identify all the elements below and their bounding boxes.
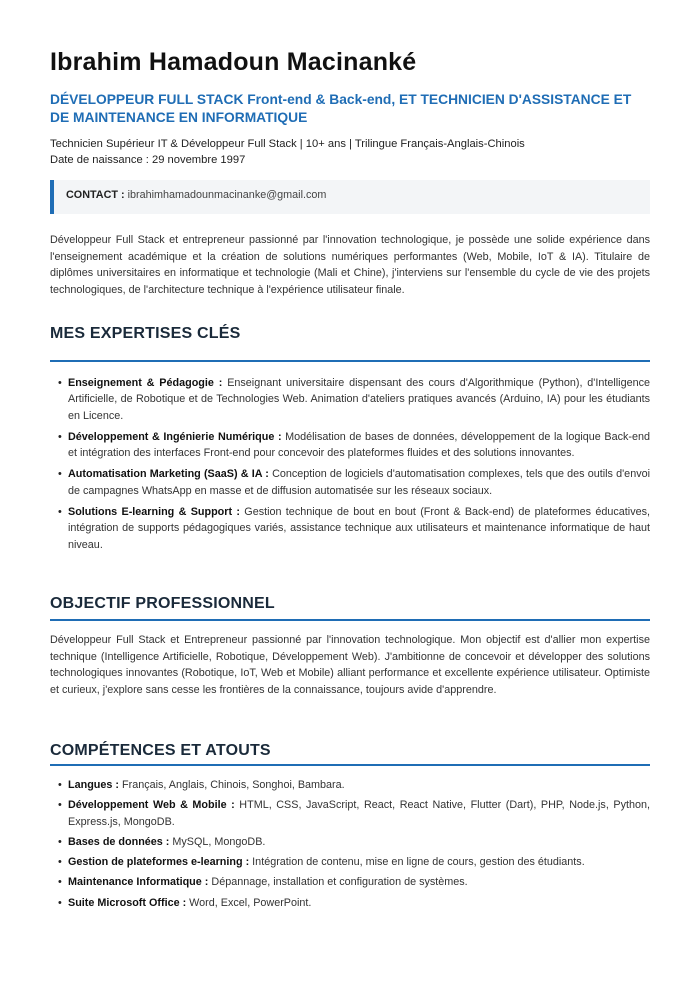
contact-email[interactable]: ibrahimhamadounmacinanke@gmail.com xyxy=(127,189,327,201)
item-key: Enseignement & Pédagogie : xyxy=(68,377,223,389)
item-key: Gestion de plateformes e-learning : xyxy=(68,856,250,869)
item-text: Word, Excel, PowerPoint. xyxy=(186,896,312,909)
tagline: Technicien Supérieur IT & Développeur Full Stack | 10+ ans | Trilingue Français-Anglais-Chinois xyxy=(50,138,525,150)
list-item xyxy=(50,466,650,499)
list-item xyxy=(50,834,650,850)
item-text: Dépannage, installation et configuration de systèmes. xyxy=(208,876,468,889)
bullet-icon: • xyxy=(58,896,62,909)
section-title-competences: COMPÉTENCES ET ATOUTS xyxy=(50,742,271,759)
section-title-expertises: MES EXPERTISES CLÉS xyxy=(50,325,241,342)
item-key: Solutions E-learning & Support : xyxy=(68,506,240,519)
list-item xyxy=(50,429,650,462)
expertise-list xyxy=(50,375,650,558)
list-item xyxy=(50,895,650,911)
job-title: DÉVELOPPEUR FULL STACK Front-end & Back-end, ET TECHNICIEN D'ASSISTANCE ET DE MAINTENANCE EN INFORMATIQUE xyxy=(50,92,632,125)
bullet-icon: • xyxy=(58,468,62,481)
bullet-icon: • xyxy=(58,856,62,869)
objectif-paragraph: Développeur Full Stack et Entrepreneur passionné par l'innovation technologique. Mon objectif est d'allier mon expertise technique (Intelligence Artificielle, Robotique, Développement Web). J'ambitionne de concevoir et développer des solutions technologiques innovantes (Robotique, IoT, Web et Mobile) alliant performance et excellente expérience utilisateur. Optimiste et curieux, j'explore sans cesse les frontières de la connaissance, toujours avide d'apprendre. xyxy=(50,634,650,696)
list-item xyxy=(50,874,650,890)
item-text: Français, Anglais, Chinois, Songhoi, Bambara. xyxy=(119,779,345,791)
list-item xyxy=(50,854,650,870)
tagline-block xyxy=(50,136,650,168)
item-text: HTML, CSS, JavaScript, React, React Native, Flutter (Dart), PHP, Node.js, Python, Express.js, MongoDB. xyxy=(68,799,650,828)
item-text: Conception de logiciels d'automatisation complexes, tels que des outils d'envoi de campagnes WhatsApp en masse et de diffusion automatisée sur les réseaux sociaux. xyxy=(68,468,650,497)
item-text: Enseignant universitaire dispensant des cours d'Algorithmique (Python), d'Intelligence Artificielle, de Robotique et de Technologies Web. Animation d'ateliers pratiques avancés (Arduino, IA) pour les étudiants en Licence. xyxy=(68,377,650,422)
bullet-icon: • xyxy=(58,430,62,443)
bullet-icon: • xyxy=(58,835,62,848)
intro-paragraph: Développeur Full Stack et entrepreneur passionné par l'innovation technologique, je possède une solide expérience dans l'enseignement académique et la création de solutions numériques performantes (Web, Mobile, IoT & IA). Titulaire de diplômes universitaires en informatique et technologie (Mali et Chine), j'interviens sur l'ensemble du cycle de vie des projets technologiques, de l'architecture technique à l'expérience utilisateur finale. xyxy=(50,234,650,296)
item-text: MySQL, MongoDB. xyxy=(169,835,266,848)
section-rule xyxy=(50,360,650,362)
list-item xyxy=(50,504,650,553)
item-key: Bases de données : xyxy=(68,835,170,848)
bullet-icon: • xyxy=(58,506,62,519)
list-item xyxy=(50,777,650,793)
item-text: Intégration de contenu, mise en ligne de cours, gestion des étudiants. xyxy=(249,856,585,869)
birth-date: Date de naissance : 29 novembre 1997 xyxy=(50,154,246,166)
list-item xyxy=(50,797,650,830)
competence-list xyxy=(50,777,650,915)
candidate-name: Ibrahim Hamadoun Macinanké xyxy=(50,48,417,76)
item-key: Maintenance Informatique : xyxy=(68,876,209,889)
section-rule xyxy=(50,619,650,621)
item-text: Gestion technique de bout en bout (Front & Back-end) de plateformes éducatives, intégration de supports pédagogiques variés, assistance technique aux utilisateurs et maintenance informatique de haut niveau. xyxy=(68,506,650,551)
item-key: Langues : xyxy=(68,779,119,791)
item-key: Développement & Ingénierie Numérique : xyxy=(68,430,282,443)
contact-label: CONTACT : xyxy=(66,189,125,201)
bullet-icon: • xyxy=(58,377,62,389)
item-key: Développement Web & Mobile : xyxy=(68,799,235,812)
item-key: Suite Microsoft Office : xyxy=(68,896,187,909)
section-title-objectif: OBJECTIF PROFESSIONNEL xyxy=(50,595,275,612)
bullet-icon: • xyxy=(58,876,62,889)
contact-box xyxy=(50,180,650,214)
list-item xyxy=(50,375,650,424)
item-key: Automatisation Marketing (SaaS) & IA : xyxy=(68,468,269,481)
section-rule xyxy=(50,764,650,766)
bullet-icon: • xyxy=(58,779,62,791)
bullet-icon: • xyxy=(58,799,62,812)
item-text: Modélisation de bases de données, développement de la logique Back-end et intégration des interfaces Front-end pour concevoir des plateformes fluides et des solutions innovantes. xyxy=(68,430,650,460)
